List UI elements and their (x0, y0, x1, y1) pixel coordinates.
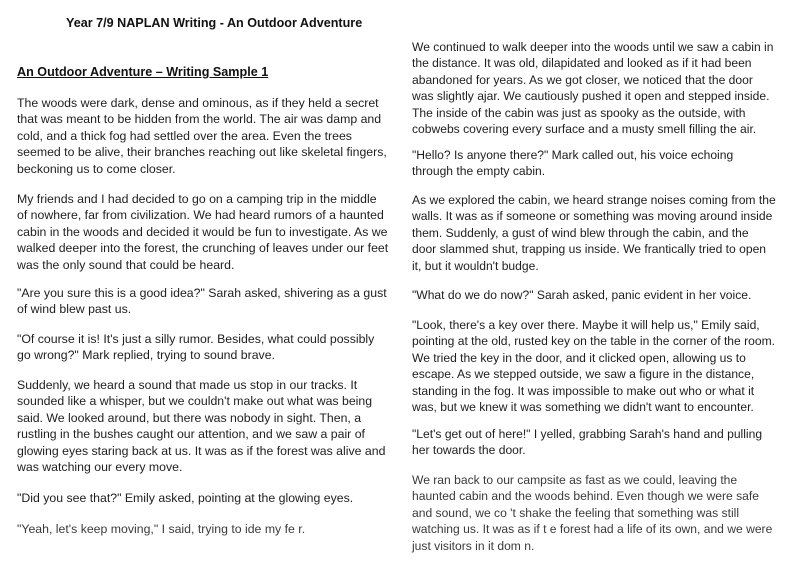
paragraph-left-4: "Of course it is! It's just a silly rumor. Besides, what could possibly go wrong?" Mark replied, trying to sound brave. (17, 332, 375, 363)
paragraph-right-1: We continued to walk deeper into the woods until we saw a cabin in the distance. It was old, dilapidated and looked as if it had been abandoned for years. As we got closer, we noticed that the door was slightly ajar. We cautiously pushed it open and stepped inside. The inside of the cabin was just as spooky as the outside, with cobwebs covering every surface and a musty smell filling the air. (412, 40, 774, 137)
paragraph-left-5: Suddenly, we heard a sound that made us stop in our tracks. It sounded like a whisper, but we couldn't make out what was being said. We looked around, but there was nobody in sight. Then, a rustling in the bushes caught our attention, and we saw a pair of glowing eyes staring back at us. It was as if the forest was alive and was watching our every move. (17, 378, 386, 475)
sample-heading: An Outdoor Adventure – Writing Sample 1 (17, 65, 269, 79)
paragraph-right-3: As we explored the cabin, we heard strange noises coming from the walls. It was as if someone or something was moving around inside them. Suddenly, a gust of wind blew through the cabin, and the door slammed shut, trapping us inside. We frantically tried to open it, but it wouldn't budge. (412, 193, 776, 273)
paragraph-left-2: My friends and I had decided to go on a camping trip in the middle of nowhere, far from civilization. We had heard rumors of a haunted cabin in the woods and decided it would be fun to investigate. As we walked deeper into the forest, the crunching of leaves under our feet was the only sound that could be heard. (17, 192, 389, 272)
document-header-title: Year 7/9 NAPLAN Writing - An Outdoor Adventure (66, 16, 363, 30)
paragraph-right-5: "Look, there's a key over there. Maybe it will help us," Emily said, pointing at the old, rusted key on the table in the corner of the room. We tried the key in the door, and it clicked open, allowing us to escape. As we stepped outside, we saw a figure in the distance, standing in the fog. It was impossible to make out who or what it was, but we knew it was something we didn't want to encounter. (412, 318, 776, 415)
paragraph-right-6: "Let's get out of here!" I yelled, grabbing Sarah's hand and pulling her towards the door. (412, 427, 763, 458)
paragraph-left-6: "Did you see that?" Emily asked, pointing at the glowing eyes. (17, 491, 354, 505)
paragraph-right-4: "What do we do now?" Sarah asked, panic evident in her voice. (412, 288, 752, 302)
paragraph-left-7: "Yeah, let's keep moving," I said, trying to ide my fe r. (17, 522, 306, 536)
paragraph-right-7: We ran back to our campsite as fast as we could, leaving the haunted cabin and the woods behind. Even though we were safe and sound, we co 't shake the feeling that something was still watching us. It was as if t e forest had a life of its own, and we were just visitors in it dom n. (412, 473, 773, 553)
paragraph-left-3: "Are you sure this is a good idea?" Sarah asked, shivering as a gust of wind blew past us. (17, 286, 387, 317)
paragraph-left-1: The woods were dark, dense and ominous, as if they held a secret that was meant to be hidden from the world. The air was damp and cold, and a thick fog had settled over the area. Even the trees seemed to be alive, their branches reaching out like skeletal fingers, beckoning us to come closer. (17, 96, 387, 176)
paragraph-right-2: "Hello? Is anyone there?" Mark called out, his voice echoing through the empty cabin. (412, 148, 734, 179)
